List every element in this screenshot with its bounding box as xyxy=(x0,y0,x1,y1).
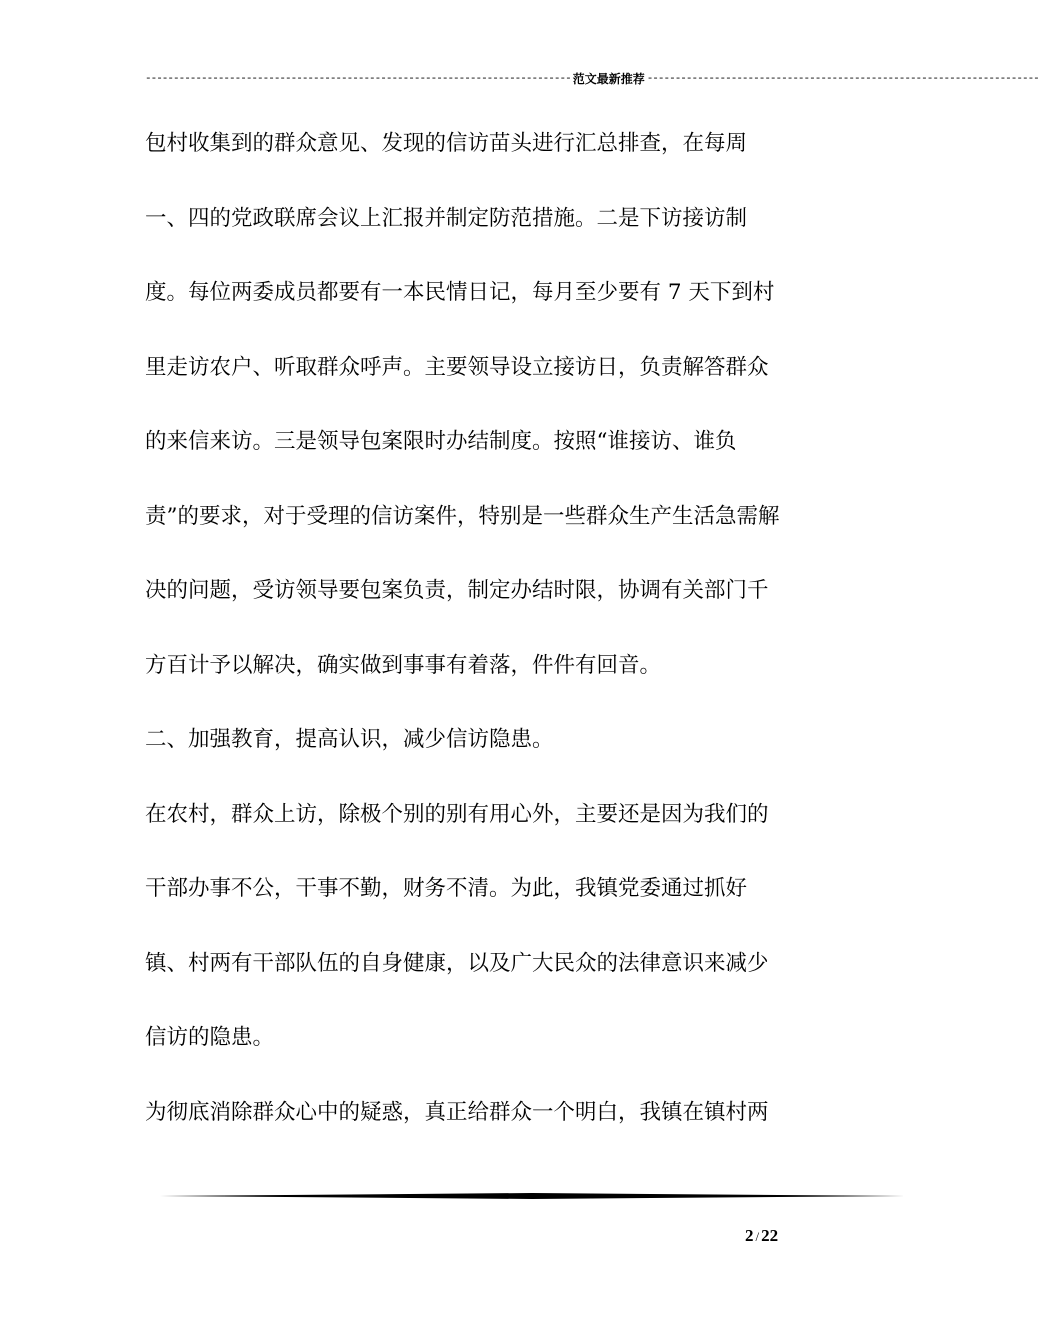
body-line: 责”的要求，对于受理的信访案件，特别是一些群众生产生活急需解 xyxy=(145,503,780,529)
section-heading: 二、加强教育，提高认识，减少信访隐患。 xyxy=(145,727,554,752)
body-line: 度。每位两委成员都要有一本民情日记，每月至少要有 7 天下到村 xyxy=(145,280,775,305)
document-body xyxy=(145,120,815,1163)
footer-divider xyxy=(160,1193,905,1199)
page-separator: / xyxy=(755,1229,760,1244)
body-line: 里走访农户、听取群众呼声。主要领导设立接访日，负责解答群众 xyxy=(145,354,769,380)
current-page: 2 xyxy=(745,1226,754,1245)
header-dashes-right: ---------------------------------------------------------------------- xyxy=(646,73,1039,85)
body-line: 镇、村两有干部队伍的自身健康，以及广大民众的法律意识来减少 xyxy=(145,950,769,976)
page-header xyxy=(145,70,1039,88)
body-line: 信访的隐患。 xyxy=(145,1025,275,1050)
body-line: 一、四的党政联席会议上汇报并制定防范措施。二是下访接访制 xyxy=(145,205,748,231)
header-dashes-left: ---------------------------------------------------------------------------- xyxy=(145,73,571,85)
body-line: 在农村，群众上访，除极个别的别有用心外，主要还是因为我们的 xyxy=(145,801,769,827)
body-line: 干部办事不公，干事不勤，财务不清。为此，我镇党委通过抓好 xyxy=(145,876,748,901)
body-line: 包村收集到的群众意见、发现的信访苗头进行汇总排查，在每周 xyxy=(145,131,748,156)
body-line: 的来信来访。三是领导包案限时办结制度。按照“谁接访、谁负 xyxy=(145,429,737,454)
total-pages: 22 xyxy=(761,1226,779,1245)
page-number xyxy=(745,1226,815,1246)
body-line: 方百计予以解决，确实做到事事有着落，件件有回音。 xyxy=(145,652,662,678)
header-title: 范文最新推荐 xyxy=(572,72,645,86)
body-line: 为彻底消除群众心中的疑惑，真正给群众一个明白，我镇在镇村两 xyxy=(145,1099,769,1125)
body-line: 决的问题，受访领导要包案负责，制定办结时限，协调有关部门千 xyxy=(145,578,769,603)
